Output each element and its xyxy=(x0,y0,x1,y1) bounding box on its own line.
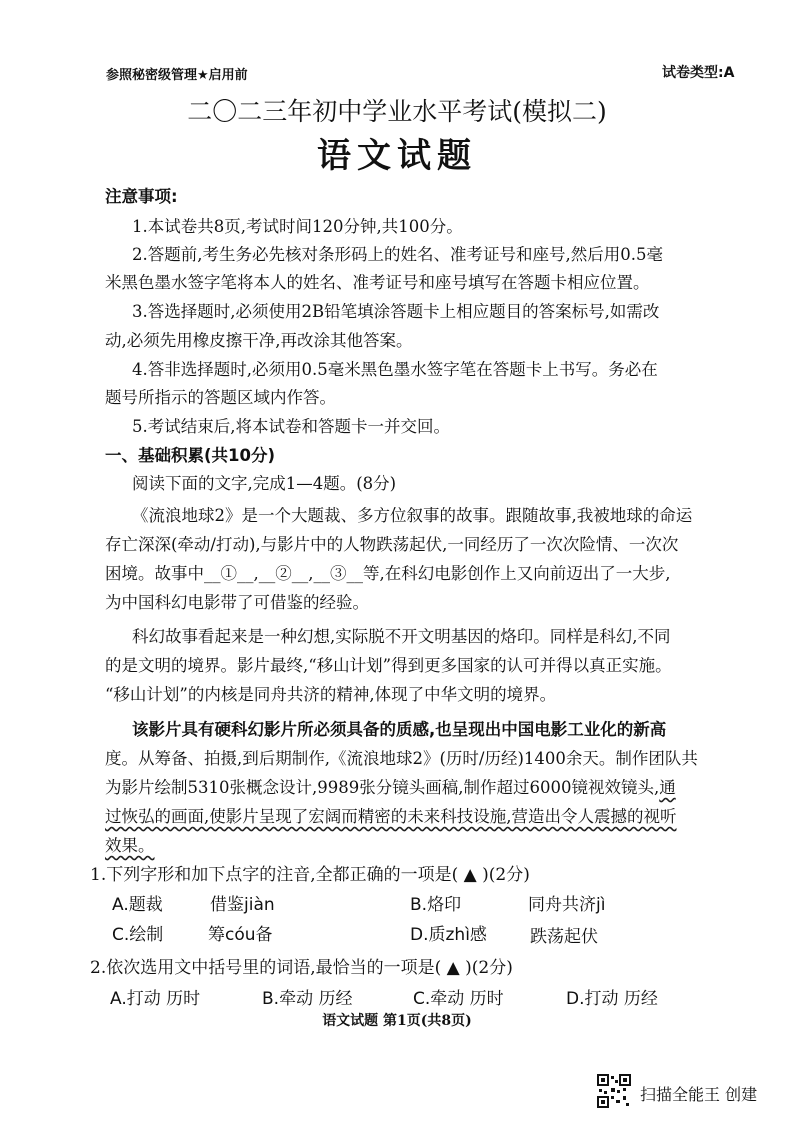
wavy-underlined-text: 效果。 xyxy=(105,836,155,855)
option-a-label: A.题裁 xyxy=(112,895,163,915)
option-d-word: 跌荡起伏 xyxy=(530,927,598,947)
passage-line: “移山计划”的内核是同舟共济的精神,体现了中华文明的境界。 xyxy=(105,685,557,704)
wavy-underlined-text: 通 xyxy=(659,778,676,797)
option-c-word: 筹cóu备 xyxy=(208,925,273,945)
paper-type: 试卷类型:A xyxy=(662,65,735,81)
option-b-word: 同舟共济jì xyxy=(528,895,606,915)
option-d: D.打动 历经 xyxy=(566,989,658,1009)
passage-text: 为影片绘制5310张概念设计,9989张分镜头画稿,制作超过6000镜视效镜头, xyxy=(105,778,660,797)
option-b: B.牵动 历经 xyxy=(262,989,353,1009)
passage-line: 存亡深深(牵动/打动),与影片中的人物跌荡起伏,一同经历了一次次险情、一次次 xyxy=(105,535,679,554)
notice-line: 3.答选择题时,必须使用2B铅笔填涂答题卡上相应题目的答案标号,如需改 xyxy=(132,302,660,321)
passage-line: 该影片具有硬科幻影片所必须具备的质感,也呈现出中国电影工业化的新高 xyxy=(132,720,667,739)
notice-line: 5.考试结束后,将本试卷和答题卡一并交回。 xyxy=(132,417,450,436)
section-instruction: 阅读下面的文字,完成1—4题。(8分) xyxy=(132,474,397,493)
notice-line: 1.本试卷共8页,考试时间120分钟,共100分。 xyxy=(132,217,463,236)
question-stem: 1.下列字形和加下点字的注音,全都正确的一项是( ▲ )(2分) xyxy=(90,865,530,885)
secret-label: 参照秘密级管理★启用前 xyxy=(106,68,248,83)
passage-line: 困境。故事中__①__,__②__,__③__等,在科幻电影创作上又向前迈出了一大步, xyxy=(105,564,671,583)
passage-line: 度。从筹备、拍摄,到后期制作,《流浪地球2》(历时/历经)1400余天。制作团队共 xyxy=(105,749,698,768)
notice-line: 题号所指示的答题区域内作答。 xyxy=(105,388,336,407)
qr-code-icon xyxy=(597,1074,631,1108)
section-title: 一、基础积累(共10分) xyxy=(105,446,276,465)
passage-line-wavy xyxy=(105,774,676,798)
passage-line: 《流浪地球2》是一个大题裁、多方位叙事的故事。跟随故事,我被地球的命运 xyxy=(132,506,693,525)
passage-line: 的是文明的境界。影片最终,“移山计划”得到更多国家的认可并得以真正实施。 xyxy=(105,656,672,675)
question-stem: 2.依次选用文中括号里的词语,最恰当的一项是( ▲ )(2分) xyxy=(90,958,513,978)
page-footer: 语文试题 第1页(共8页) xyxy=(322,1013,472,1029)
scanner-watermark: 扫描全能王 创建 xyxy=(640,1085,758,1104)
notice-line: 米黑色墨水签字笔将本人的姓名、准考证号和座号填写在答题卡相应位置。 xyxy=(105,273,650,292)
option-a-word: 借鉴jiàn xyxy=(210,895,275,915)
option-b-label: B.烙印 xyxy=(410,895,462,915)
option-d-label: D.质zhì感 xyxy=(410,925,487,945)
notice-line: 4.答非选择题时,必须用0.5毫米黑色墨水签字笔在答题卡上书写。务必在 xyxy=(132,360,658,379)
notice-line: 动,必须先用橡皮擦干净,再改涂其他答案。 xyxy=(105,331,413,350)
exam-title: 二〇二三年初中学业水平考试(模拟二) xyxy=(187,97,607,126)
option-c-label: C.绘制 xyxy=(112,925,164,945)
passage-line: 为中国科幻电影带了可借鉴的经验。 xyxy=(105,593,369,612)
notice-line: 2.答题前,考生务必先核对条形码上的姓名、准考证号和座号,然后用0.5毫 xyxy=(132,245,663,264)
subject-title: 语文试题 xyxy=(317,136,477,176)
option-c: C.牵动 历时 xyxy=(413,989,504,1009)
wavy-underlined-text: 过恢弘的画面,使影片呈现了宏阔而精密的未来科技设施,营造出令人震撼的视听 xyxy=(105,807,677,826)
option-a: A.打动 历时 xyxy=(110,989,201,1009)
passage-line: 科幻故事看起来是一种幻想,实际脱不开文明基因的烙印。同样是科幻,不同 xyxy=(132,627,671,646)
notice-title: 注意事项: xyxy=(105,187,178,206)
